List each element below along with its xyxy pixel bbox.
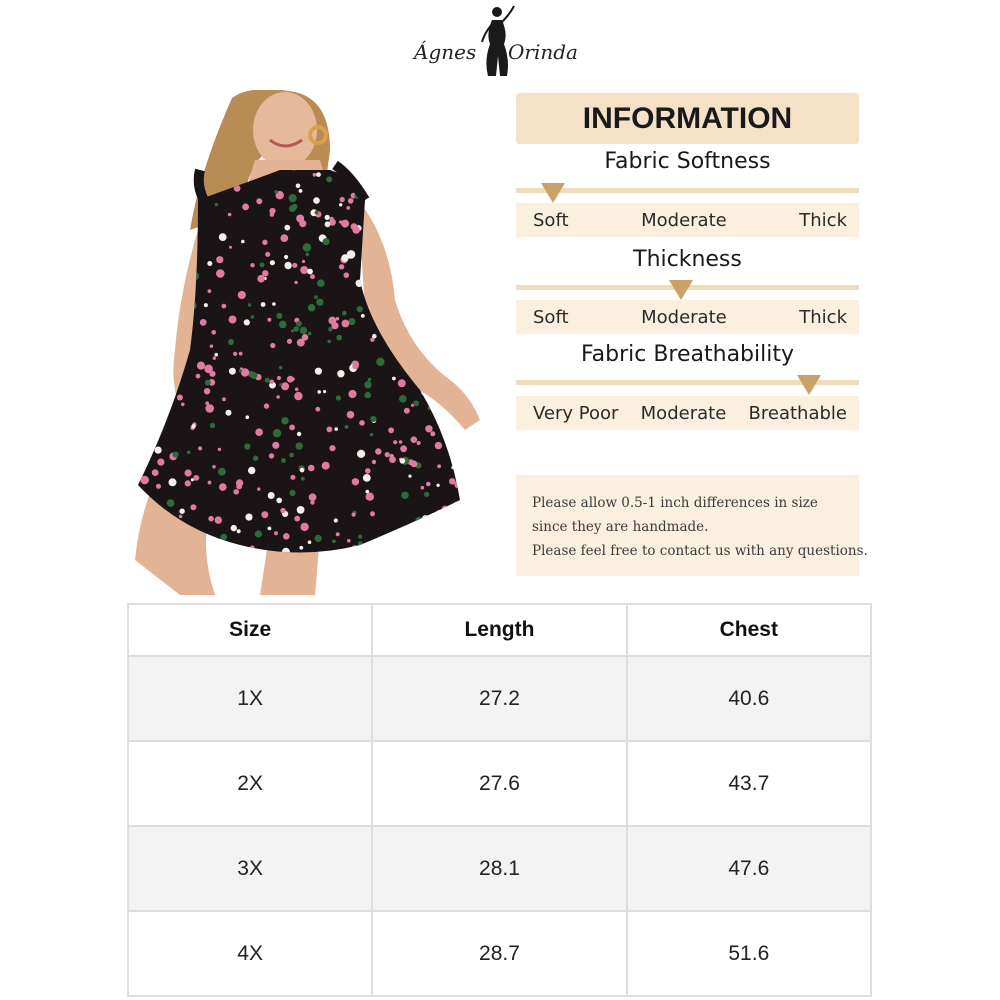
scale-labels-breathability	[516, 396, 859, 430]
cell-length: 27.6	[372, 741, 626, 826]
cell-size: 2X	[128, 741, 372, 826]
rating-title-softness: Fabric Softness	[604, 149, 771, 174]
cell-chest: 40.6	[627, 656, 871, 741]
size-note	[516, 475, 868, 576]
table-row	[128, 656, 871, 741]
cell-length: 28.7	[372, 911, 626, 996]
scale-label: Moderate	[641, 306, 727, 328]
scale-line-softness	[516, 188, 859, 193]
cell-length: 28.1	[372, 826, 626, 911]
scale-label: Thick	[799, 209, 847, 231]
cell-chest: 47.6	[627, 826, 871, 911]
table-row	[128, 741, 871, 826]
scale-label: Soft	[533, 306, 569, 328]
scale-label: Soft	[533, 209, 569, 231]
table-header-row	[128, 604, 871, 656]
brand-word-left: Ágnes	[414, 40, 477, 64]
cell-size: 1X	[128, 656, 372, 741]
information-banner: INFORMATION	[516, 93, 859, 144]
rating-title-thickness: Thickness	[633, 247, 742, 272]
header-chest: Chest	[627, 604, 871, 656]
cell-size: 3X	[128, 826, 372, 911]
cell-size: 4X	[128, 911, 372, 996]
note-line: Please feel free to contact us with any questions.	[532, 543, 868, 559]
brand-word-right: Orinda	[508, 40, 578, 64]
scale-marker-softness-icon	[541, 183, 565, 203]
scale-label: Thick	[799, 306, 847, 328]
scale-labels-softness	[516, 203, 859, 237]
scale-marker-thickness-icon	[669, 280, 693, 300]
rating-title-breathability: Fabric Breathability	[581, 342, 794, 367]
scale-labels-thickness	[516, 300, 859, 334]
table-row	[128, 826, 871, 911]
note-line: Please allow 0.5-1 inch differences in size	[532, 495, 818, 511]
brand-logo	[400, 4, 590, 80]
scale-label: Breathable	[748, 402, 847, 424]
cell-chest: 51.6	[627, 911, 871, 996]
scale-marker-breathability-icon	[797, 375, 821, 395]
table-row	[128, 911, 871, 996]
scale-label: Moderate	[640, 402, 727, 424]
header-size: Size	[128, 604, 372, 656]
header-length: Length	[372, 604, 626, 656]
scale-label: Very Poor	[533, 402, 619, 424]
cell-chest: 43.7	[627, 741, 871, 826]
cell-length: 27.2	[372, 656, 626, 741]
note-line: since they are handmade.	[532, 519, 709, 535]
scale-label: Moderate	[641, 209, 727, 231]
model-photo	[120, 90, 500, 595]
size-chart-table	[127, 603, 872, 997]
